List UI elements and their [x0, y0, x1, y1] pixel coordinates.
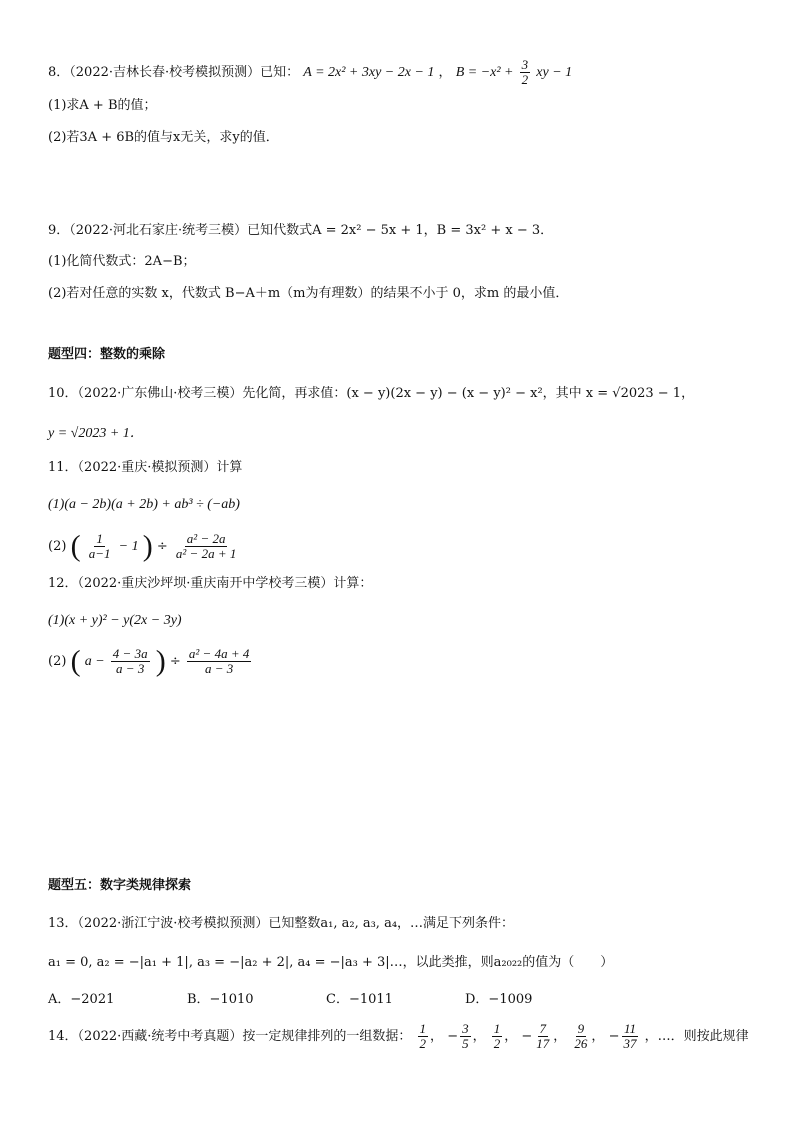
question-11-part-2 [48, 530, 240, 564]
section-title-type-4: 题型四：整数的乘除 [48, 347, 166, 362]
fraction-denominator: a − 3 [116, 661, 145, 676]
question-9-part-1: (1)化简代数式：2A−B； [48, 254, 196, 269]
fraction-denominator: a² − 2a + 1 [175, 546, 237, 561]
sequence-term: − $\frac{7}{17}$ [521, 1021, 550, 1051]
expression-b-post: xy − 1 [536, 65, 573, 80]
question-8-text: 8．（2022·吉林长春·校考模拟预测）已知： [48, 65, 300, 80]
question-12-part-2 [48, 645, 253, 679]
fraction [87, 532, 113, 561]
term-a: a − [84, 654, 105, 669]
question-8-part-2: (2)若3A + 6B的值与x无关，求y的值． [48, 130, 279, 145]
sequence-term: $\frac{1}{2}$ [493, 1021, 501, 1051]
minus-one: − 1 [118, 539, 139, 554]
right-paren: ) [155, 644, 166, 678]
fraction-numerator: 4 − 3a [112, 646, 148, 661]
question-13-condition: a₁ = 0, a₂ = −|a₁ + 1|, a₃ = −|a₂ + 2|, a₄ = −|a₃ + 3|…，以此类推，则a₂₀₂₂的值为（ ） [48, 955, 614, 970]
fraction-numerator: a² − 2a [186, 531, 226, 546]
sequence-term: $\frac{9}{26}$ [574, 1021, 588, 1051]
left-paren: ( [70, 644, 81, 678]
fraction [174, 532, 238, 561]
question-9-part-2: (2)若对任意的实数 x，代数式 B−A＋m（m为有理数）的结果不小于 0，求m 的最小值． [48, 286, 569, 301]
fraction-denominator: a−1 [88, 546, 111, 561]
fraction [111, 647, 150, 676]
question-14-tail: ，…．则按此规律 [644, 1029, 749, 1044]
right-paren: ) [142, 529, 153, 563]
fraction-numerator: 1 [96, 531, 103, 546]
question-11-part-1: (1)(a − 2b)(a + 2b) + ab³ ÷ (−ab) [48, 497, 240, 512]
question-8-part-1: (1)求A + B的值； [48, 98, 157, 113]
left-paren: ( [70, 529, 81, 563]
choice-a: A．−2021 [48, 992, 115, 1007]
question-12-header: 12．（2022·重庆沙坪坝·重庆南开中学校考三模）计算： [48, 576, 373, 591]
question-14-text: 14．（2022·西藏·统考中考真题）按一定规律排列的一组数据： [48, 1029, 412, 1044]
question-9-header: 9．（2022·河北石家庄·统考三模）已知代数式A = 2x² − 5x + 1，B = 3x² + x − 3． [48, 223, 554, 238]
question-10-line-2: y = √2023 + 1． [48, 426, 144, 441]
fraction-numerator: 3 [521, 57, 529, 72]
sequence-term: $\frac{1}{2}$ [419, 1021, 427, 1051]
expression-b-pre: B = −x² + [455, 65, 514, 80]
expression-a: A = 2x² + 3xy − 2x − 1 [303, 65, 435, 80]
question-12-part-1: (1)(x + y)² − y(2x − 3y) [48, 613, 182, 628]
divide-sign: ÷ [169, 654, 181, 669]
choice-c: C．−1011 [326, 992, 393, 1007]
part-label: (2) [48, 539, 67, 554]
fraction-numerator: a² − 4a + 4 [188, 646, 250, 661]
question-10-line-1: 10．（2022·广东佛山·校考三模）先化简，再求值：(x − y)(2x − y) − (x − y)² − x²，其中 x = √2023 − 1， [48, 386, 695, 401]
fraction-denominator: a − 3 [204, 661, 234, 676]
section-title-type-5: 题型五：数字类规律探索 [48, 878, 192, 893]
divide-sign: ÷ [156, 539, 168, 554]
question-14-line [48, 1020, 749, 1054]
sequence-term: − $\frac{11}{37}$ [608, 1021, 637, 1051]
fraction-denominator: 2 [521, 72, 529, 87]
fraction [520, 58, 531, 87]
question-13-header: 13．（2022·浙江宁波·校考模拟预测）已知整数a₁, a₂, a₃, a₄，…满足下列条件： [48, 916, 515, 931]
separator: ， [438, 65, 452, 80]
part-label: (2) [48, 654, 67, 669]
question-11-header: 11．（2022·重庆·模拟预测）计算 [48, 460, 243, 475]
choice-b: B．−1010 [187, 992, 254, 1007]
choice-d: D．−1009 [465, 992, 533, 1007]
question-8-header [48, 58, 572, 87]
fraction [187, 647, 251, 676]
sequence-term: − $\frac{3}{5}$ [447, 1021, 469, 1051]
term-sequence: $\frac{1}{2}$ ， − $\frac{3}{5}$ ， $\frac{1}{2}$ ， − $\frac{7}{17}$ ， $\frac{9}{26}$ ， − $\frac{11}{37}$ [416, 1029, 645, 1044]
